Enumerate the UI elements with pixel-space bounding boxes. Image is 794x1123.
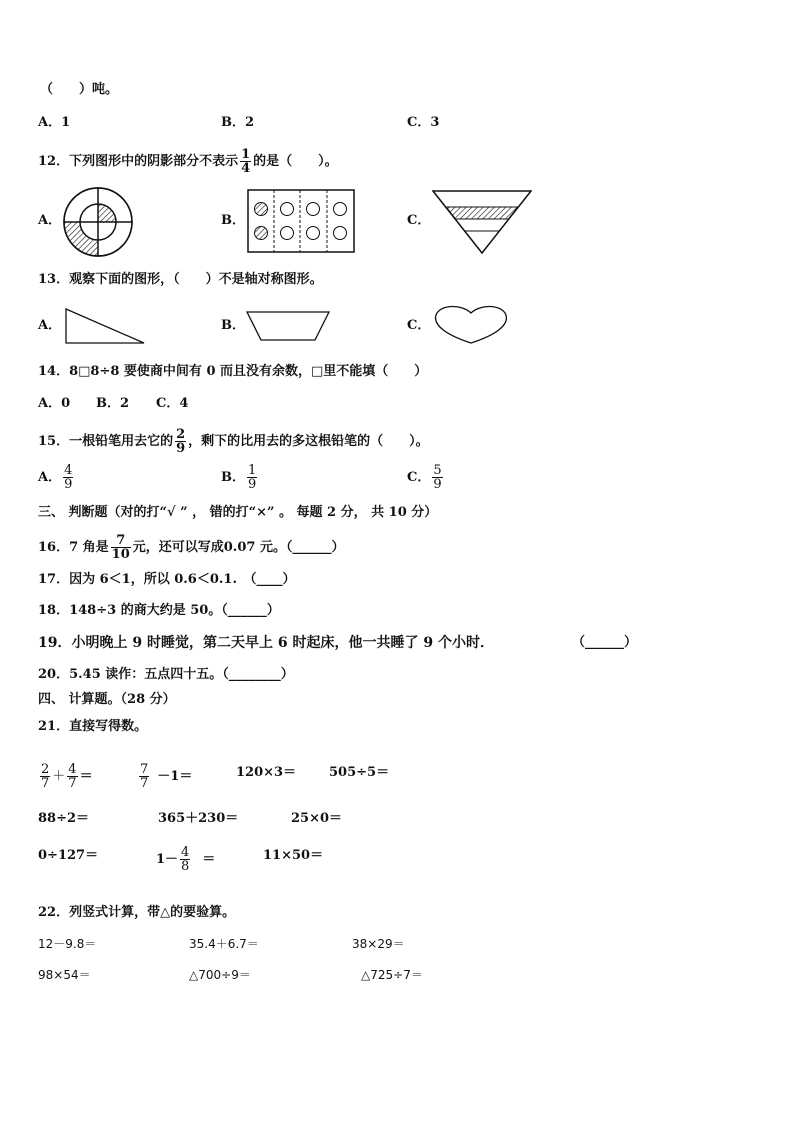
q13-figure-c-heart	[432, 303, 510, 345]
q17-question: 17．因为 6＜1，所以 0.6＜0.1. （____）	[38, 572, 296, 587]
q12-text-pre: 12．下列图形中的阴影部分不表示	[38, 154, 239, 169]
q22-item-2: 35.4＋6.7＝	[189, 937, 259, 951]
q16-question: 16．7 角是 $\frac{7}{10}$ 元，还可以写成0.07 元。（______）	[38, 533, 345, 562]
q12-figure-b-grid	[247, 189, 355, 253]
q12-option-b[interactable]: B．	[221, 213, 245, 228]
q18-question: 18．148÷3 的商大约是 50。（______）	[38, 603, 280, 618]
q11-option-c[interactable]: C．3	[407, 115, 440, 130]
q14-option-c[interactable]: C．4	[156, 396, 189, 411]
q22-item-1: 12－9.8＝	[38, 937, 97, 951]
q14-option-a[interactable]: A．0	[38, 396, 71, 411]
q13-figure-b-trapezoid	[245, 310, 331, 342]
q21-expr-6: 365＋230＝	[158, 811, 239, 826]
q15-option-a[interactable]: A． $\frac{4}{9}$	[38, 463, 73, 492]
q12-figure-a-circles	[62, 186, 134, 258]
q13-question: 13．观察下面的图形，（ ）不是轴对称图形。	[38, 272, 323, 287]
q11-text: （ ）吨。	[40, 82, 119, 97]
q21-expr-2: $\frac{7}{7}$ －1＝	[140, 762, 193, 791]
q12-fraction: $\frac{1}{4}$	[241, 147, 251, 176]
q14-question: 14．8□8÷8 要使商中间有 0 而且没有余数，□里不能填（ ）	[38, 364, 428, 379]
q22-item-6: △725÷7＝	[361, 968, 423, 982]
q21-expr-5: 88÷2＝	[38, 811, 90, 826]
q12-option-c[interactable]: C．	[407, 213, 431, 228]
q12-question	[38, 148, 338, 175]
q11-option-b[interactable]: B．2	[221, 115, 255, 130]
q19-answer-blank[interactable]: （______）	[572, 635, 638, 650]
q21-expr-9: 1－ $\frac{4}{8}$ ＝	[156, 845, 216, 874]
q22-title: 22．列竖式计算，带△的要验算。	[38, 905, 236, 920]
q21-expr-7: 25×0＝	[291, 811, 343, 826]
q11-option-a[interactable]: A．1	[38, 115, 71, 130]
q15-fraction: $\frac{2}{9}$	[176, 427, 186, 456]
q15-option-c[interactable]: C． $\frac{5}{9}$	[407, 463, 442, 492]
section-3-heading: 三、 判断题（对的打“√ ” ， 错的打“×” 。 每题 2 分， 共 10 分）	[38, 505, 438, 520]
q12-text-post: 的是（ ）。	[253, 154, 338, 169]
q13-option-a[interactable]: A．	[38, 318, 62, 333]
section-4-heading: 四、 计算题。（28 分）	[38, 692, 176, 707]
q13-option-c[interactable]: C．	[407, 318, 431, 333]
q21-title: 21．直接写得数。	[38, 719, 148, 734]
q20-question: 20．5.45 读作：五点四十五。（________）	[38, 667, 294, 682]
q22-item-4: 98×54＝	[38, 968, 91, 982]
q13-option-b[interactable]: B．	[221, 318, 245, 333]
q22-item-3: 38×29＝	[352, 937, 405, 951]
q21-expr-8: 0÷127＝	[38, 848, 99, 863]
q13-figure-a-right-triangle	[64, 307, 146, 345]
q22-item-5: △700÷9＝	[189, 968, 251, 982]
q21-expr-3: 120×3＝	[236, 765, 297, 780]
q12-figure-c-triangle	[432, 190, 532, 254]
q21-expr-4: 505÷5＝	[329, 765, 390, 780]
q15-question: 15．一根铅笔用去它的 $\frac{2}{9}$ ，剩下的比用去的多这根铅笔的（ ）。	[38, 427, 429, 456]
q21-expr-10: 11×50＝	[263, 848, 324, 863]
q19-question: 19．小明晚上 9 时睡觉，第二天早上 6 时起床，他一共睡了 9 个小时．	[38, 635, 494, 651]
q12-option-a[interactable]: A．	[38, 213, 62, 228]
q14-option-b[interactable]: B．2	[96, 396, 130, 411]
q21-expr-1: $\frac{2}{7}$ ＋ $\frac{4}{7}$ ＝	[41, 762, 93, 791]
q15-option-b[interactable]: B． $\frac{1}{9}$	[221, 463, 257, 492]
